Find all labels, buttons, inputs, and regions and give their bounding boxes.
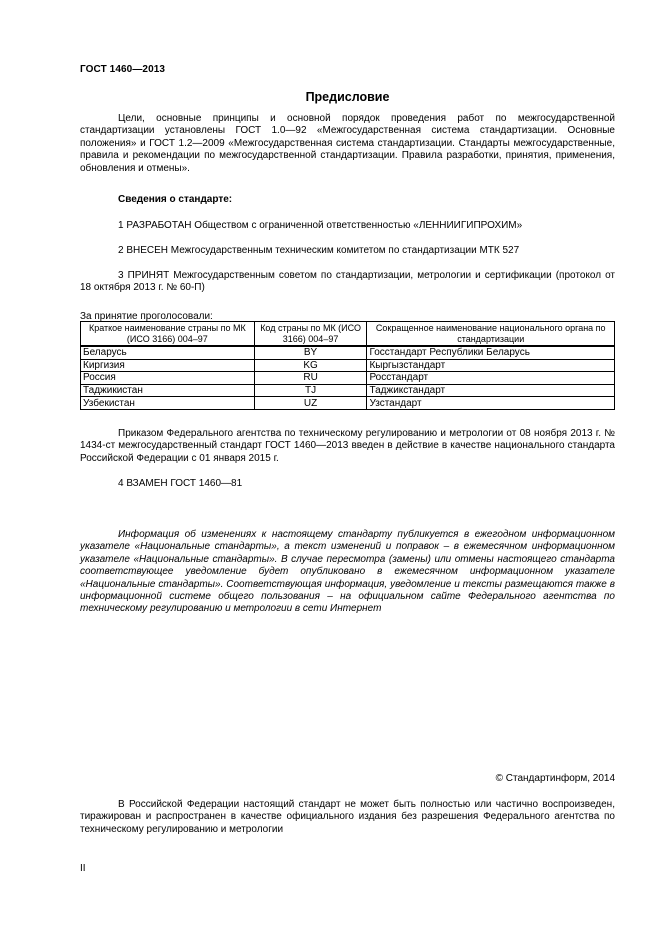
intro-paragraph: Цели, основные принципы и основной порядок проведения работ по межгосударственной стандартизации установлены ГОСТ 1.0—92 «Межгосударственная система стандартизации. Основные положения» и ГОСТ 1.2—2009 «Межгосударственная система стандартизации. Стандарты межгосударственные, правила и рекомендации по межгосударственной стандартизации. Правила разработки, принятия, применения, обновления и отмены». bbox=[80, 113, 615, 174]
table-row bbox=[81, 359, 615, 372]
country-name: Таджикистан bbox=[81, 384, 255, 397]
legal-notice-paragraph: В Российской Федерации настоящий стандарт не может быть полностью или частично воспроизведен, тиражирован и распространен в качестве официального издания без разрешения Федерального агентства по техническому регулированию и метрологии bbox=[80, 799, 615, 835]
table-row bbox=[81, 397, 615, 410]
national-body: Госстандарт Республики Беларусь bbox=[367, 346, 615, 359]
page-title: Предисловие bbox=[305, 90, 390, 104]
country-name: Киргизия bbox=[81, 359, 255, 372]
voting-caption: За принятие проголосовали: bbox=[80, 311, 213, 322]
table-row bbox=[81, 346, 615, 359]
table-row bbox=[81, 372, 615, 385]
table-header-row bbox=[81, 322, 615, 347]
document-code: ГОСТ 1460—2013 bbox=[80, 64, 166, 75]
country-name: Узбекистан bbox=[81, 397, 255, 410]
item-introduced-by: 2 ВНЕСЕН Межгосударственным техническим комитетом по стандартизации МТК 527 bbox=[118, 245, 520, 256]
country-code: BY bbox=[254, 346, 367, 359]
table-row bbox=[81, 384, 615, 397]
voting-table bbox=[80, 321, 615, 410]
country-code: RU bbox=[254, 372, 367, 385]
column-header-country: Краткое наименование страны по МК (ИСО 3166) 004–97 bbox=[81, 322, 255, 347]
copyright-notice: © Стандартинформ, 2014 bbox=[495, 773, 615, 784]
national-body: Кыргызстандарт bbox=[367, 359, 615, 372]
country-name: Беларусь bbox=[81, 346, 255, 359]
country-code: UZ bbox=[254, 397, 367, 410]
national-body: Росстандарт bbox=[367, 372, 615, 385]
national-body: Таджикстандарт bbox=[367, 384, 615, 397]
country-name: Россия bbox=[81, 372, 255, 385]
item-replaces: 4 ВЗАМЕН ГОСТ 1460—81 bbox=[118, 478, 243, 489]
column-header-code: Код страны по МК (ИСО 3166) 004–97 bbox=[254, 322, 367, 347]
country-code: TJ bbox=[254, 384, 367, 397]
item-adopted-by: 3 ПРИНЯТ Межгосударственным советом по стандартизации, метрологии и сертификации (протокол от 18 октября 2013 г. № 60-П) bbox=[80, 270, 615, 294]
order-paragraph: Приказом Федерального агентства по техническому регулированию и метрологии от 08 ноября 2013 г. № 1434-ст межгосударственный стандарт ГОСТ 1460—2013 введен в действие в качестве национального стандарта Российской Федерации с 01 января 2015 г. bbox=[80, 428, 615, 464]
page-number: II bbox=[80, 863, 86, 874]
item-developed-by: 1 РАЗРАБОТАН Обществом с ограниченной ответственностью «ЛЕННИИГИПРОХИМ» bbox=[118, 220, 523, 231]
national-body: Узстандарт bbox=[367, 397, 615, 410]
changes-info-paragraph: Информация об изменениях к настоящему стандарту публикуется в ежегодном информационном указателе «Национальные стандарты», а текст изменений и поправок – в ежемесячном информационном указателе «Национальные стандарты». В случае пересмотра (замены) или отмены настоящего стандарта соответствующее уведомление будет опубликовано в ежемесячном информационном указателе «Национальные стандарты». Соответствующая информация, уведомление и тексты размещаются также в информационной системе общего пользования – на официальном сайте Федерального агентства по техническому регулированию и метрологии в сети Интернет bbox=[80, 529, 615, 615]
column-header-national-body: Сокращенное наименование национального органа по стандартизации bbox=[367, 322, 615, 347]
info-heading: Сведения о стандарте: bbox=[118, 194, 233, 205]
country-code: KG bbox=[254, 359, 367, 372]
